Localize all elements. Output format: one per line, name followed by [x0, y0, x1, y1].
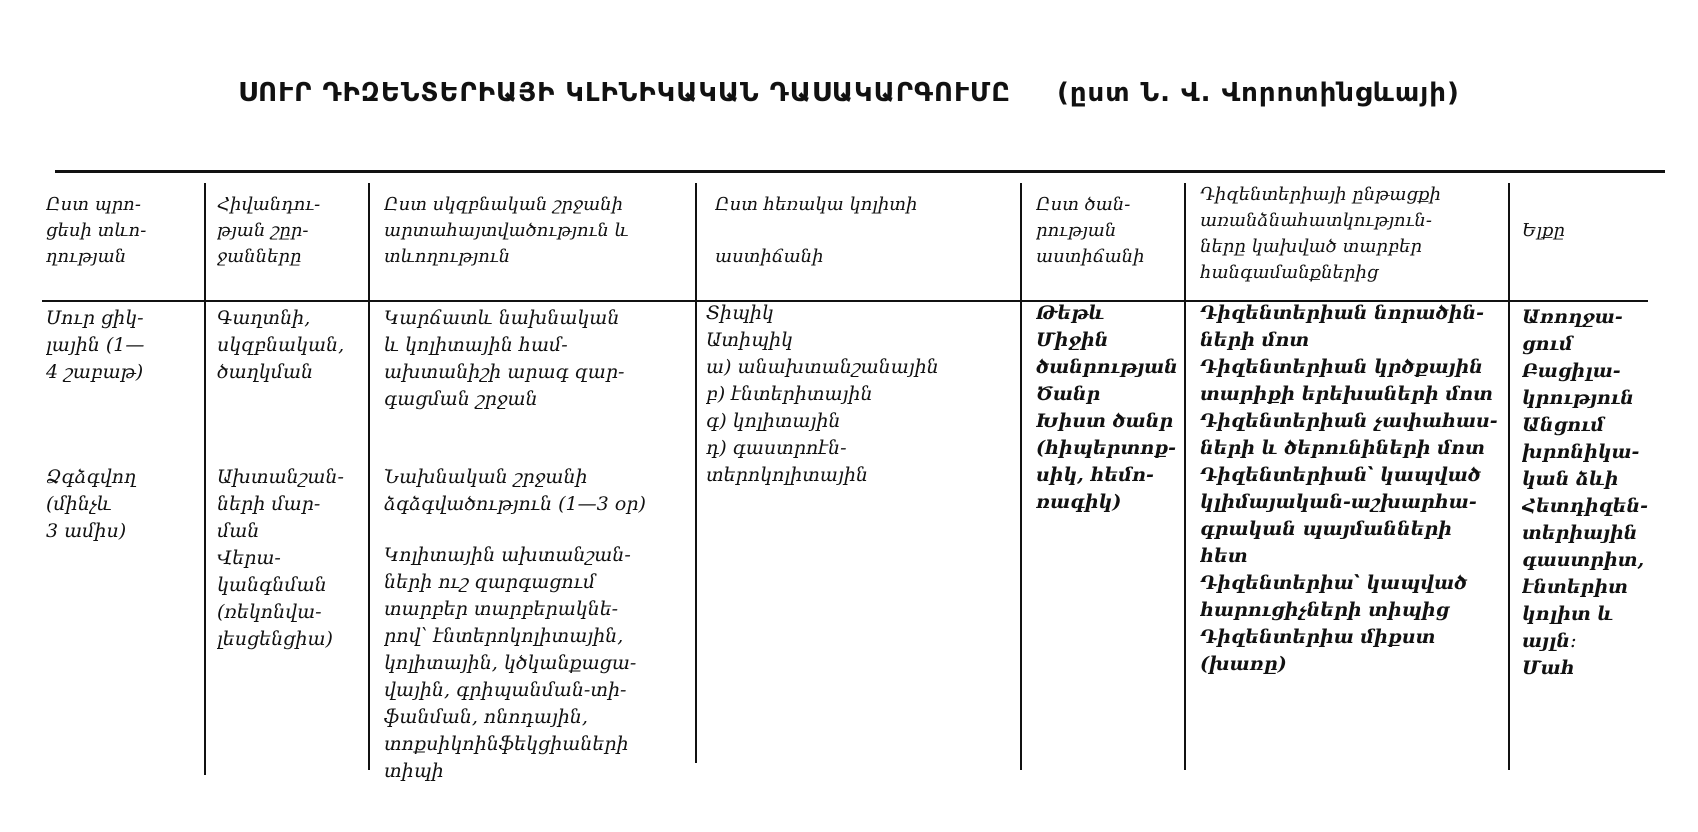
header-course-features: Դիզենտերիայի ընթացքի առանձնահատկություն- ները կախված տարբեր հանգամանքներից: [1200, 184, 1441, 283]
column-divider: [204, 183, 206, 775]
header-severity: Ըստ ծան- րության աստիճանի: [1036, 194, 1145, 267]
header-outcome: Ելքը: [1522, 220, 1565, 241]
outcome-list: Առողջա- ցում Բացիլա- կրություն Անցում խրոնիկա- կան ձևի Հետդիզեն- տերիային գաստրիտ, էնտերիտ կոլիտ և այլն։ Մահ: [1522, 306, 1649, 679]
column-divider: [1508, 183, 1510, 770]
column-divider: [368, 183, 370, 770]
duration-protracted: Ձգձգվող (մինչև 3 ամիս): [46, 466, 137, 542]
column-divider: [1184, 183, 1186, 770]
column-divider: [695, 183, 697, 763]
title-main: ՍՈՒՐ ԴԻԶԵՆՏԵՐԻԱՅԻ ԿԼԻՆԻԿԱԿԱՆ ԴԱՍԱԿԱՐԳՈՒՄԸ: [238, 78, 1011, 108]
initial-period-short: Կարճատև նախնական և կոլիտային համ- ախտանիշի արագ զար- գացման շրջան: [384, 307, 625, 410]
page-title: [0, 78, 1698, 108]
colitis-degree-list: Տիպիկ Ատիպիկ ա) անախտանշանային բ) էնտերիտային գ) կոլիտային դ) գաստրոէն- տերոկոլիտային: [706, 302, 939, 486]
title-subtitle: (ըստ Ն. Վ. Վորոտինցևայի): [1056, 78, 1460, 108]
course-features-list: Դիզենտերիան նորածին- ների մոտ Դիզենտերիան կրծքային տարիքի երեխաների մոտ Դիզենտերիան չափահաս- ների և ծերունիների մոտ Դիզենտերիան՝ կապված կլիմայական-աշխարհա- գրական պայմանների հետ Դիզենտերիա՝ կապված հարուցիչների տիպից Դիզենտերիա միքստ (խառը): [1200, 302, 1498, 675]
column-divider: [1020, 183, 1022, 770]
header-initial-period: Ըստ սկզբնական շրջանի արտահայտվածություն և տևողություն: [384, 194, 629, 267]
header-disease-periods: Հիվանդու- թյան շըր- ջանները: [217, 194, 321, 267]
header-colitis-degree: Ըստ հեռակա կոլիտի աստիճանի: [715, 194, 918, 267]
duration-acute-cyclic: Սուր ցիկ- լային (1— 4 շաբաթ): [46, 307, 145, 383]
table-top-rule: [55, 170, 1665, 173]
header-duration: Ըստ պրո- ցեսի տևո- ղության: [46, 194, 147, 267]
initial-period-protracted: Նախնական շրջանի ձգձգվածություն (1—3 օր): [384, 466, 646, 515]
periods-onset: Գաղտնի, սկզբնական, ծաղկման: [217, 307, 345, 383]
initial-period-late-colitis: Կոլիտային ախտանշան- ների ուշ զարգացում տարբեր տարբերակնե- րով՝ էնտերոկոլիտային, կոլիտային, կծկանքացա- վային, գրիպանման-տի- ֆանման, ոնոդային, տոքսիկոինֆեկցիաների տիպի: [384, 544, 637, 782]
severity-list: Թեթև Միջին ծանրության Ծանր Խիստ ծանր (հիպերտոք- սիկ, հեմո- ռագիկ): [1036, 302, 1178, 513]
periods-recovery: Ախտանշան- ների մար- ման Վերա- կանգնման (ռեկոնվա- լեսցենցիա): [217, 466, 344, 650]
